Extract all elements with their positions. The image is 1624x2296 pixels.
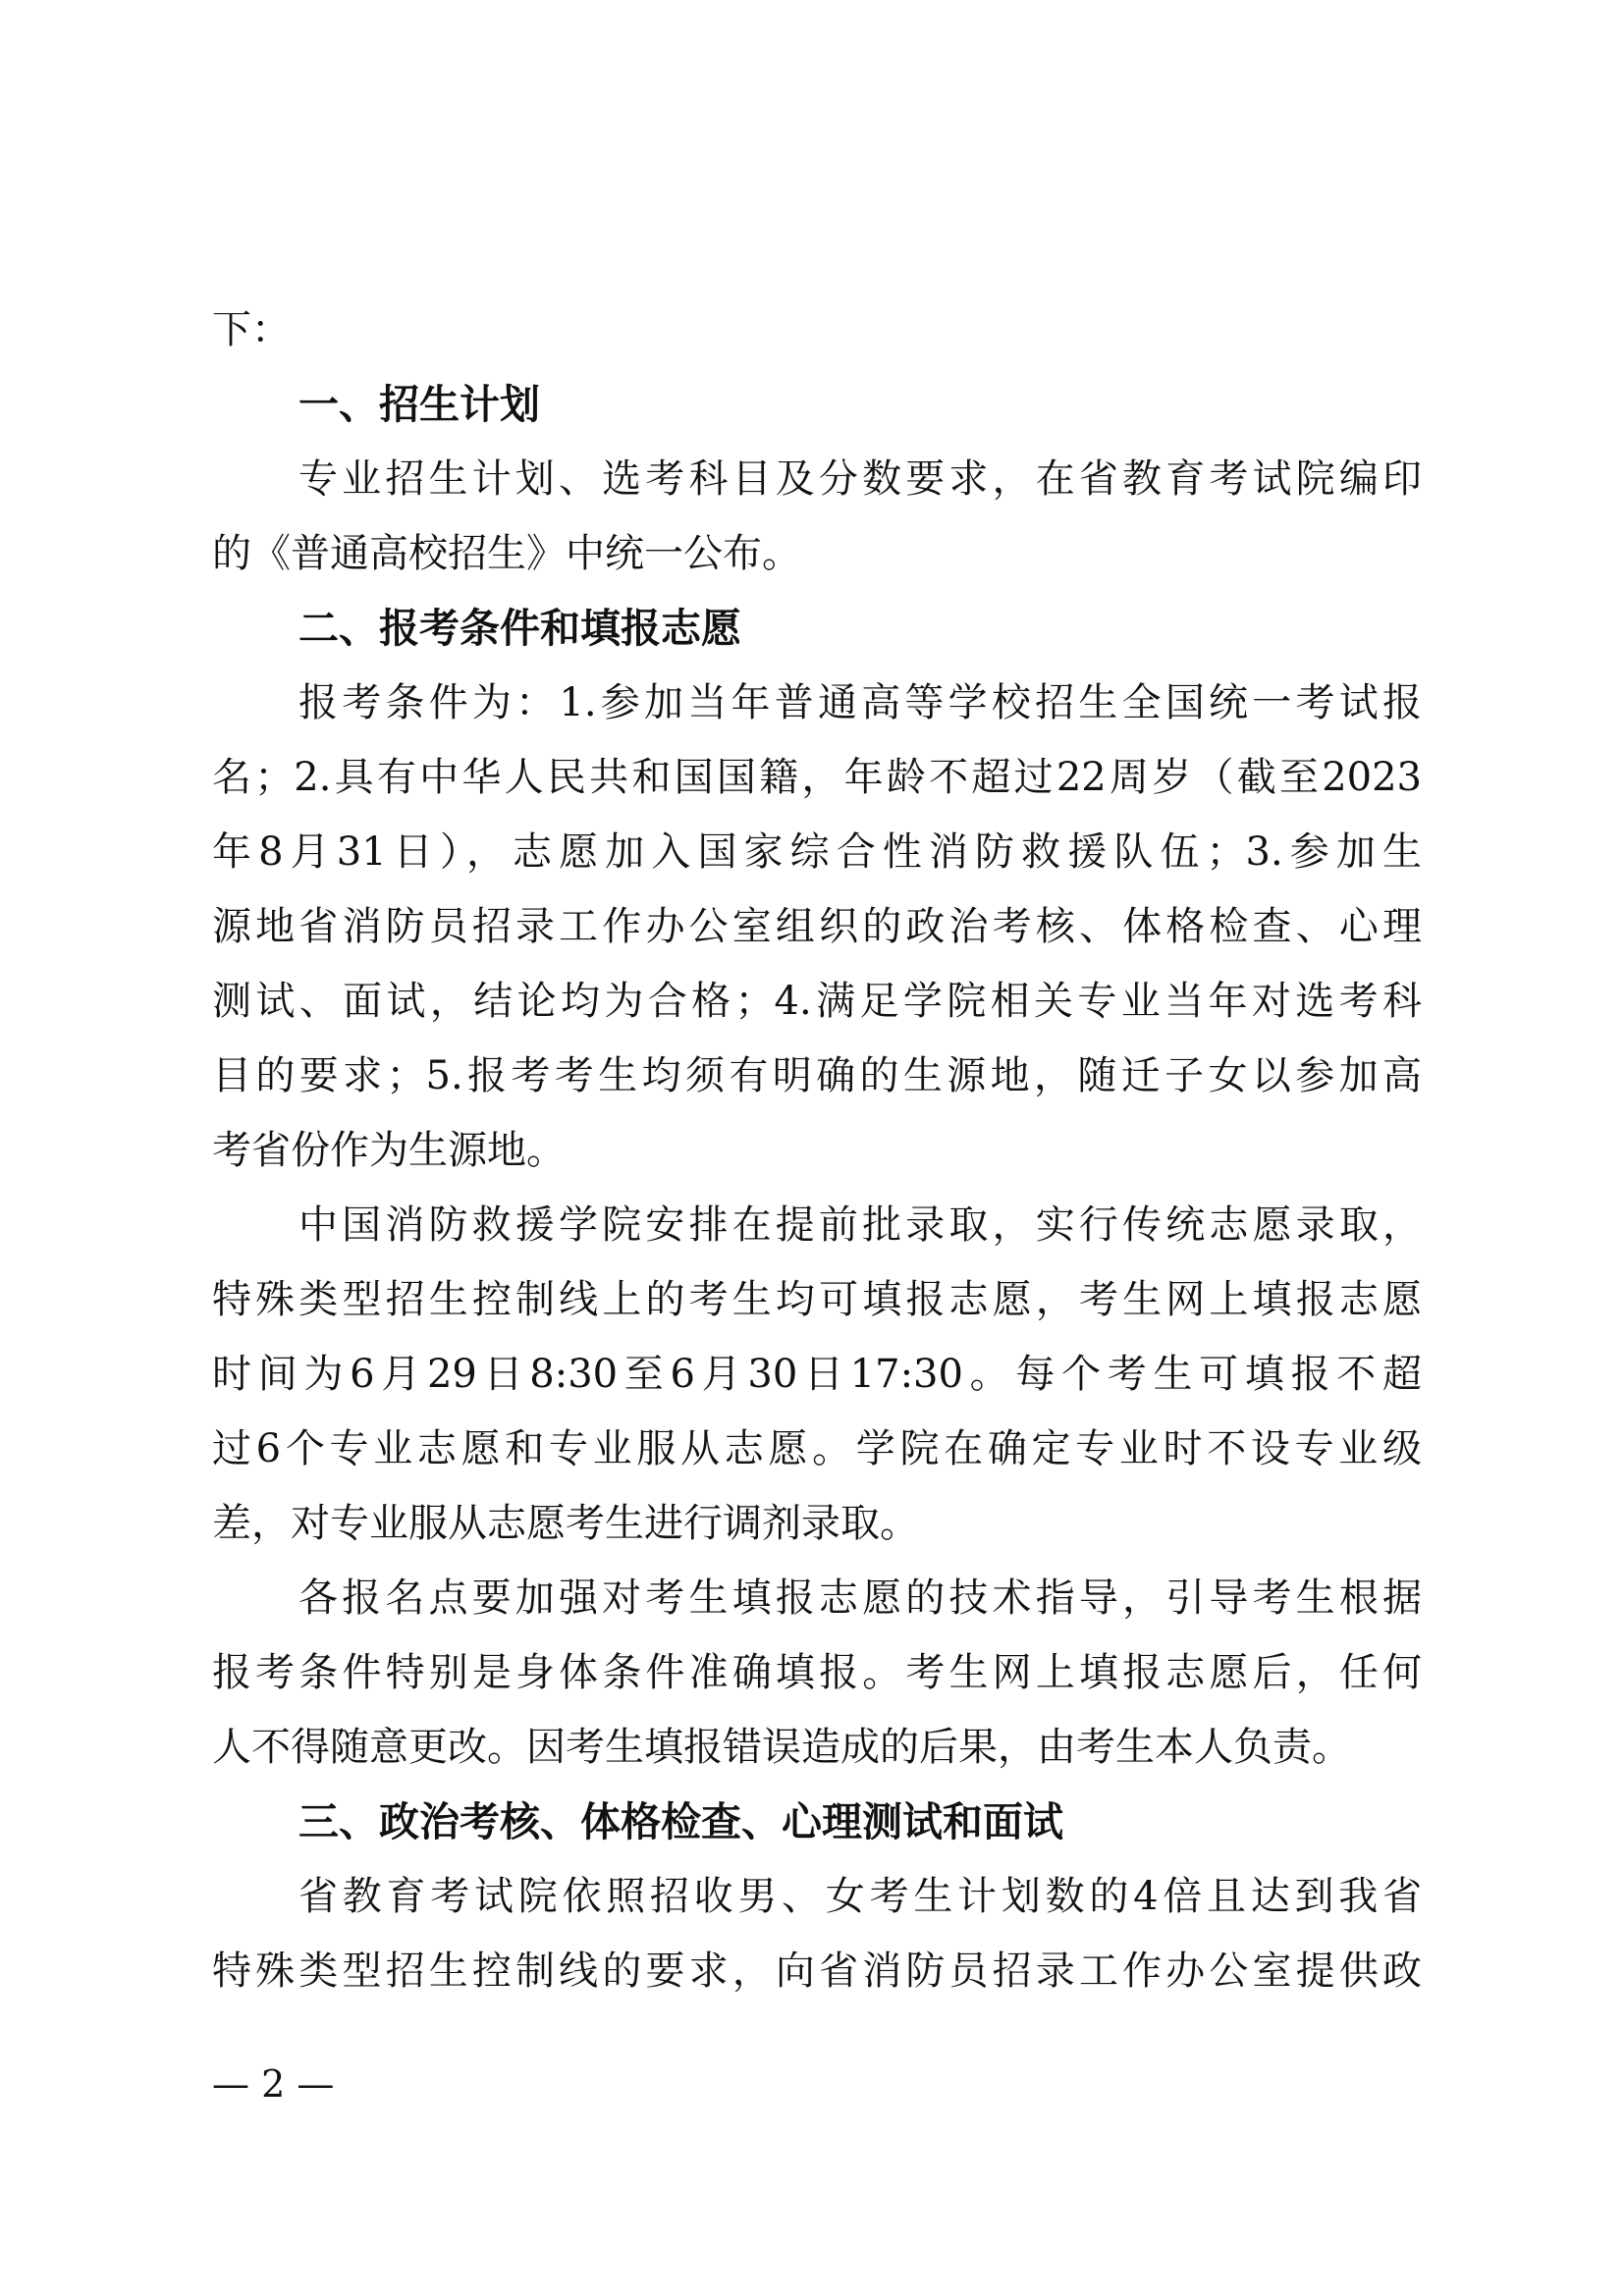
paragraph-assessment — [212, 1859, 1422, 2008]
paragraph-line: 各报名点要加强对考生填报志愿的技术指导，引导考生根据 — [298, 1575, 1422, 1621]
paragraph-line: 年8月31日），志愿加入国家综合性消防救援队伍；3.参加生 — [212, 829, 1422, 875]
paragraph-registration-guidance — [212, 1561, 1422, 1785]
paragraph-line: 考省份作为生源地。 — [212, 1128, 566, 1173]
paragraph-line: 过6个专业志愿和专业服从志愿。学院在确定专业时不设专业级 — [212, 1426, 1422, 1471]
paragraph-line: 中国消防救援学院安排在提前批录取，实行传统志愿录取， — [298, 1202, 1422, 1248]
paragraph-line: 特殊类型招生控制线上的考生均可填报志愿，考生网上填报志愿 — [212, 1277, 1422, 1322]
paragraph-line: 特殊类型招生控制线的要求，向省消防员招录工作办公室提供政 — [212, 1949, 1422, 1994]
paragraph-line: 报考条件为：1.参加当年普通高等学校招生全国统一考试报 — [298, 680, 1422, 725]
paragraph-line: 源地省消防员招录工作办公室组织的政治考核、体格检查、心理 — [212, 904, 1422, 949]
paragraph-line: 报考条件特别是身体条件准确填报。考生网上填报志愿后，任何 — [212, 1650, 1422, 1695]
section-heading-application: 二、报考条件和填报志愿 — [298, 605, 741, 652]
paragraph-line: 时间为6月29日8:30至6月30日17:30。每个考生可填报不超 — [212, 1352, 1422, 1397]
paragraph-enrollment-plan — [212, 442, 1422, 591]
section-heading-enrollment-plan: 一、招生计划 — [298, 381, 540, 428]
paragraph-line: 的《普通高校招生》中统一公布。 — [212, 531, 801, 576]
paragraph-line: 专业招生计划、选考科目及分数要求，在省教育考试院编印 — [298, 456, 1422, 502]
paragraph-application-conditions — [212, 666, 1422, 1188]
paragraph-line: 省教育考试院依照招收男、女考生计划数的4倍且达到我省 — [298, 1874, 1422, 1919]
paragraph-line: 名；2.具有中华人民共和国国籍，年龄不超过22周岁（截至2023 — [212, 755, 1422, 800]
page-number: — 2 — — [212, 2062, 335, 2106]
section-heading-assessment: 三、政治考核、体格检查、心理测试和面试 — [298, 1798, 1063, 1845]
paragraph-line: 差，对专业服从志愿考生进行调剂录取。 — [212, 1501, 919, 1546]
paragraph-line: 人不得随意更改。因考生填报错误造成的后果，由考生本人负责。 — [212, 1725, 1351, 1770]
paragraph-line: 测试、面试，结论均为合格；4.满足学院相关专业当年对选考科 — [212, 979, 1422, 1024]
document-body — [212, 293, 1422, 2008]
continuation-line: 下： — [212, 307, 291, 352]
paragraph-admission-batch — [212, 1188, 1422, 1561]
paragraph-line: 目的要求；5.报考考生均须有明确的生源地，随迁子女以参加高 — [212, 1053, 1422, 1098]
